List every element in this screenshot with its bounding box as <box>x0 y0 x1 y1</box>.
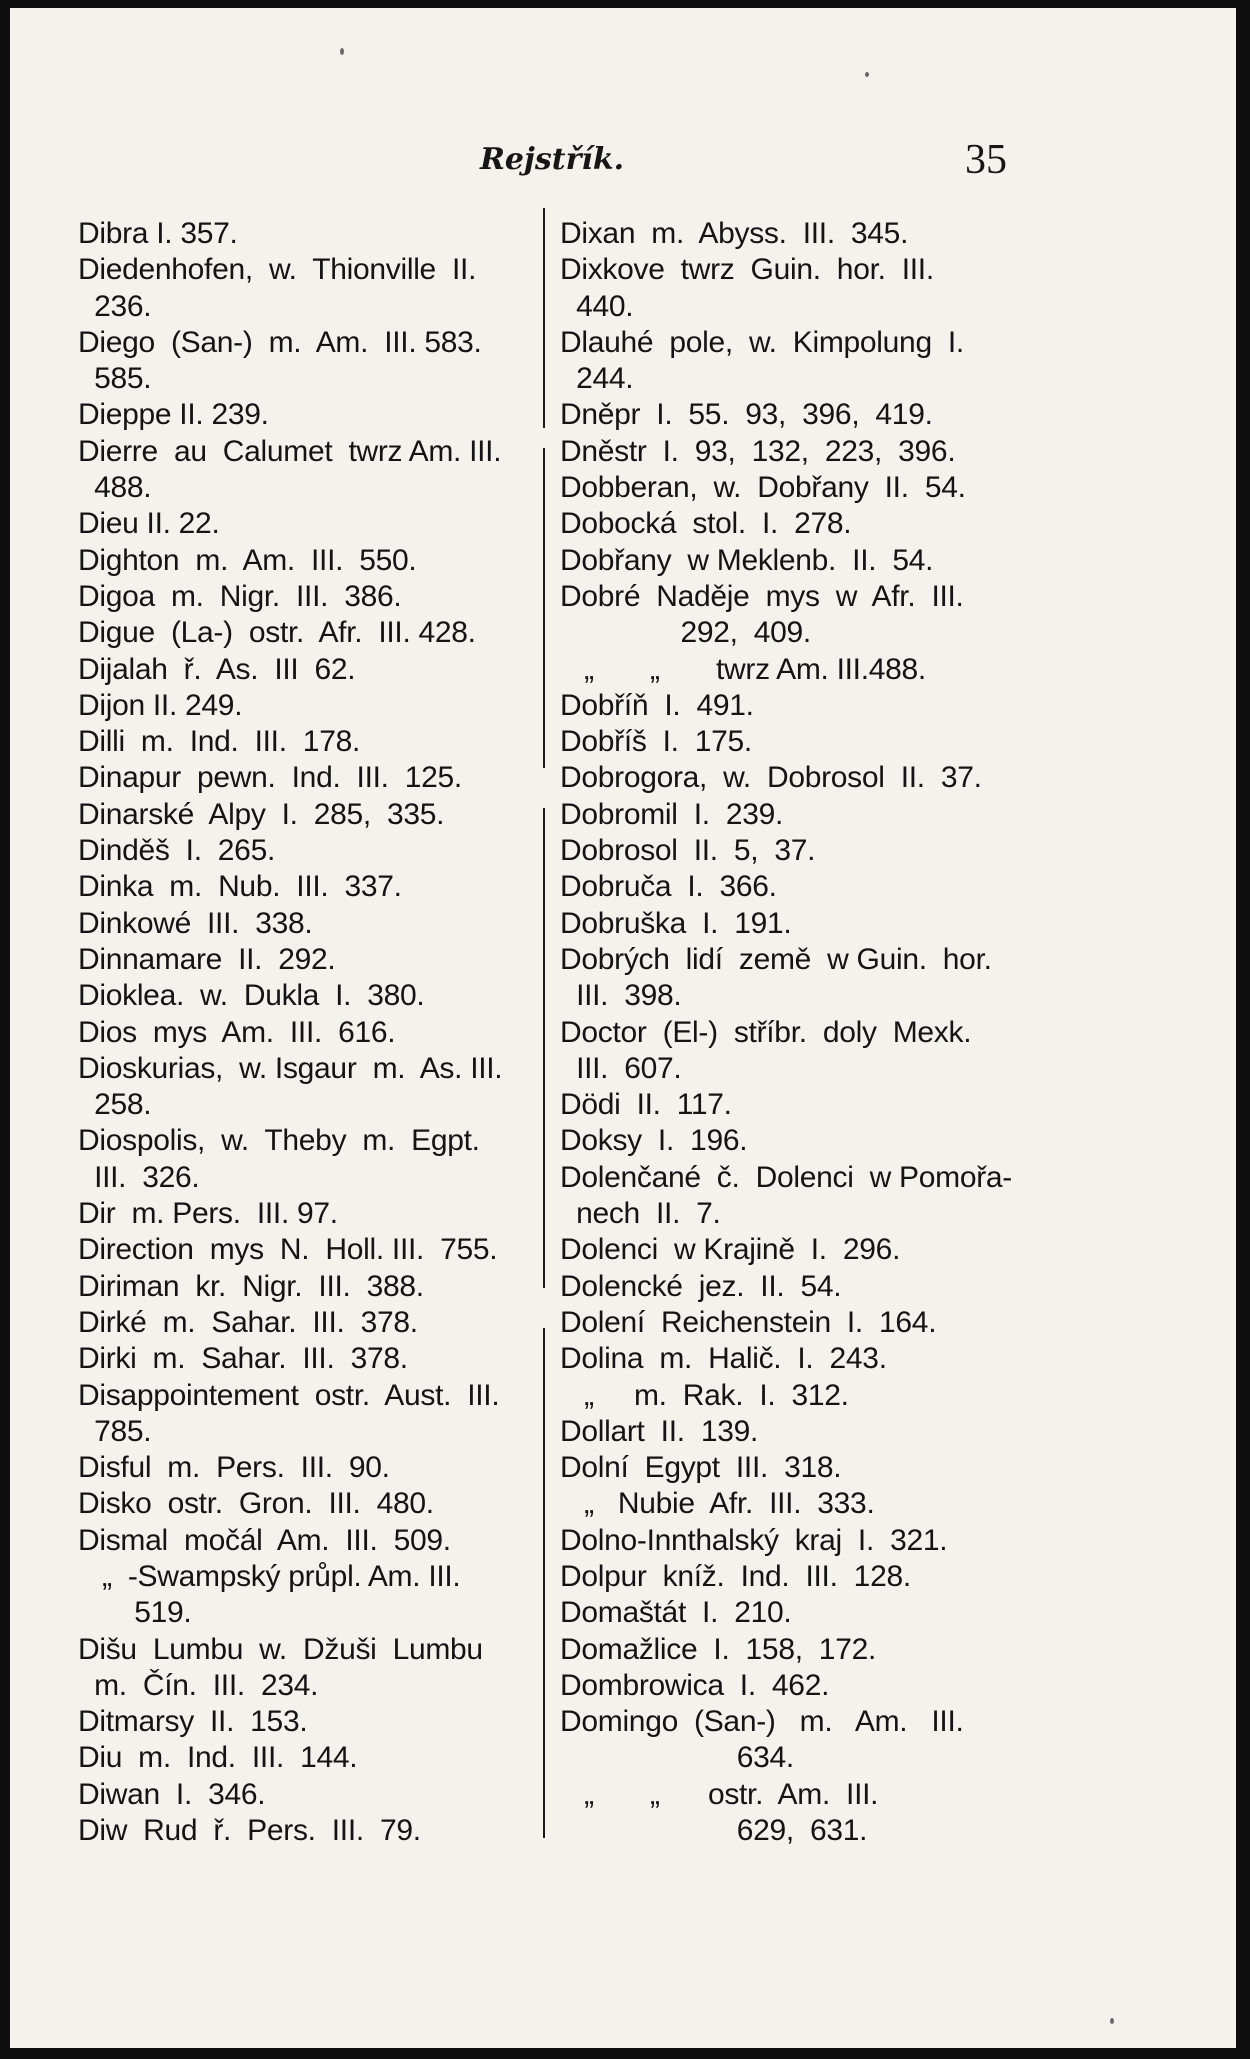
index-entry: Diego (San-) m. Am. III. 583. <box>78 325 482 359</box>
index-entry: Dilli m. Ind. III. 178. <box>78 725 360 759</box>
index-entry: nech II. 7. <box>560 1197 721 1231</box>
index-entry: 629, 631. <box>560 1814 868 1848</box>
index-entry: Dobrosol II. 5, 37. <box>560 834 816 868</box>
index-entry: Dobříš I. 175. <box>560 725 752 759</box>
index-entry: 519. <box>78 1596 192 1630</box>
index-entry: Dierre au Calumet twrz Am. III. <box>78 434 502 468</box>
running-title: Rejstřík. <box>480 142 625 177</box>
index-entry: Dobruča I. 366. <box>560 870 777 904</box>
index-entry: „ „ twrz Am. III.488. <box>560 652 926 686</box>
index-entry: Dieppe II. 239. <box>78 398 269 432</box>
index-entry: Dioskurias, w. Isgaur m. As. III. <box>78 1051 503 1085</box>
index-entry: Diwan I. 346. <box>78 1777 266 1811</box>
index-entry: Dombrowica I. 462. <box>560 1668 830 1702</box>
index-entry: Dir m. Pers. III. 97. <box>78 1197 338 1231</box>
index-entry: Dirké m. Sahar. III. 378. <box>78 1305 418 1339</box>
index-entry: Dolencké jez. II. 54. <box>560 1269 842 1303</box>
index-entry: Digoa m. Nigr. III. 386. <box>78 579 402 613</box>
index-entry: Dibra I. 357. <box>78 217 238 250</box>
index-entry: Domingo (San-) m. Am. III. <box>560 1705 964 1739</box>
paper-speck <box>340 48 344 55</box>
index-entry: Dinka m. Nub. III. 337. <box>78 870 402 904</box>
index-entry: Dobré Naděje mys w Afr. III. <box>560 579 964 613</box>
index-entry: Direction mys N. Holl. III. 755. <box>78 1233 498 1267</box>
index-entry: Dighton m. Am. III. 550. <box>78 543 417 577</box>
index-entry: Dobrých lidí země w Guin. hor. <box>560 942 992 976</box>
index-column-right <box>560 216 1060 1849</box>
index-entry: Dolpur kníž. Ind. III. 128. <box>560 1559 911 1593</box>
index-entry: Dinděš I. 265. <box>78 834 275 868</box>
index-entry: 236. <box>78 289 152 323</box>
index-entry: 585. <box>78 362 152 396</box>
index-entry: Disappointement ostr. Aust. III. <box>78 1378 500 1412</box>
index-entry: Dios mys Am. III. 616. <box>78 1015 396 1049</box>
index-entry: Dismal močál Am. III. 509. <box>78 1523 451 1557</box>
index-entry: Dobrogora, w. Dobrosol II. 37. <box>560 761 982 795</box>
index-entry: Dobřany w Meklenb. II. 54. <box>560 543 934 577</box>
index-entry: Dolení Reichenstein I. 164. <box>560 1305 937 1339</box>
index-entry: Dobromil I. 239. <box>560 797 784 831</box>
index-entry: Digue (La-) ostr. Afr. III. 428. <box>78 616 476 650</box>
paper-speck <box>1110 2018 1114 2024</box>
index-entry: Diospolis, w. Theby m. Egpt. <box>78 1124 480 1158</box>
index-entry: Dišu Lumbu w. Džuši Lumbu <box>78 1632 483 1666</box>
index-entry: Dixkove twrz Guin. hor. III. <box>560 253 934 287</box>
index-entry: Dobberan, w. Dobřany II. 54. <box>560 471 966 505</box>
index-entry: III. 326. <box>78 1160 200 1194</box>
index-entry: Dijon II. 249. <box>78 688 243 722</box>
index-entry: m. Čín. III. 234. <box>78 1668 319 1702</box>
index-entry: Dinnamare II. 292. <box>78 942 336 976</box>
index-entry: Dolno-Innthalský kraj I. 321. <box>560 1523 948 1557</box>
page-header <box>10 138 1236 198</box>
index-entry: Disful m. Pers. III. 90. <box>78 1451 390 1485</box>
index-page <box>10 8 1236 2048</box>
index-entry: Dolina m. Halič. I. 243. <box>560 1342 887 1376</box>
index-entry: 244. <box>560 362 634 396</box>
index-entry: Disko ostr. Gron. III. 480. <box>78 1487 434 1521</box>
index-entry: Diedenhofen, w. Thionville II. <box>78 253 477 287</box>
index-entry: Dobocká stol. I. 278. <box>560 507 852 541</box>
index-entry: Dinapur pewn. Ind. III. 125. <box>78 761 462 795</box>
index-column-left <box>78 216 543 1849</box>
index-entry: Dolenčané č. Dolenci w Pomořa- <box>560 1160 1012 1194</box>
index-entry: Diw Rud ř. Pers. III. 79. <box>78 1814 421 1848</box>
index-entry: Dirki m. Sahar. III. 378. <box>78 1342 408 1376</box>
index-entry: Doksy I. 196. <box>560 1124 748 1158</box>
index-entry: Dněstr I. 93, 132, 223, 396. <box>560 434 956 468</box>
index-entry: Dollart II. 139. <box>560 1414 759 1448</box>
index-entry: Diriman kr. Nigr. III. 388. <box>78 1269 424 1303</box>
index-entry: Domaštát I. 210. <box>560 1596 792 1630</box>
index-entry: „ m. Rak. I. 312. <box>560 1378 849 1412</box>
index-entry: Dijalah ř. As. III 62. <box>78 652 356 686</box>
index-entry: Dolní Egypt III. 318. <box>560 1451 842 1485</box>
column-divider <box>543 208 545 1838</box>
index-entry: „ -Swampský průpl. Am. III. <box>78 1559 461 1593</box>
index-entry: Dobruška I. 191. <box>560 906 792 940</box>
index-entry: 488. <box>78 471 152 505</box>
index-entry: III. 607. <box>560 1051 682 1085</box>
index-entry: Dlauhé pole, w. Kimpolung I. <box>560 325 964 359</box>
index-entry: „ „ ostr. Am. III. <box>560 1777 879 1811</box>
index-entry: Dněpr I. 55. 93, 396, 419. <box>560 398 933 432</box>
index-entry: 785. <box>78 1414 152 1448</box>
index-entry: Dioklea. w. Dukla I. 380. <box>78 979 425 1013</box>
index-entry: Diu m. Ind. III. 144. <box>78 1741 358 1775</box>
index-entry: Ditmarsy II. 153. <box>78 1705 308 1739</box>
index-entry: 292, 409. <box>560 616 811 650</box>
index-entry: Dinarské Alpy I. 285, 335. <box>78 797 445 831</box>
index-entry: Dieu II. 22. <box>78 507 220 541</box>
index-entry: Doctor (El-) stříbr. doly Mexk. <box>560 1015 972 1049</box>
page-number: 35 <box>965 137 1007 183</box>
paper-speck <box>865 72 869 77</box>
index-entry: 440. <box>560 289 634 323</box>
index-entry: 258. <box>78 1088 152 1122</box>
index-entry: Dödi II. 117. <box>560 1088 732 1122</box>
index-entry: 634. <box>560 1741 794 1775</box>
index-entry: Dobříň I. 491. <box>560 688 754 722</box>
index-entry: Dixan m. Abyss. III. 345. <box>560 217 909 250</box>
index-entry: Domažlice I. 158, 172. <box>560 1632 876 1666</box>
index-entry: Dolenci w Krajině I. 296. <box>560 1233 901 1267</box>
index-entry: Dinkowé III. 338. <box>78 906 313 940</box>
index-entry: III. 398. <box>560 979 682 1013</box>
index-entry: „ Nubie Afr. III. 333. <box>560 1487 875 1521</box>
